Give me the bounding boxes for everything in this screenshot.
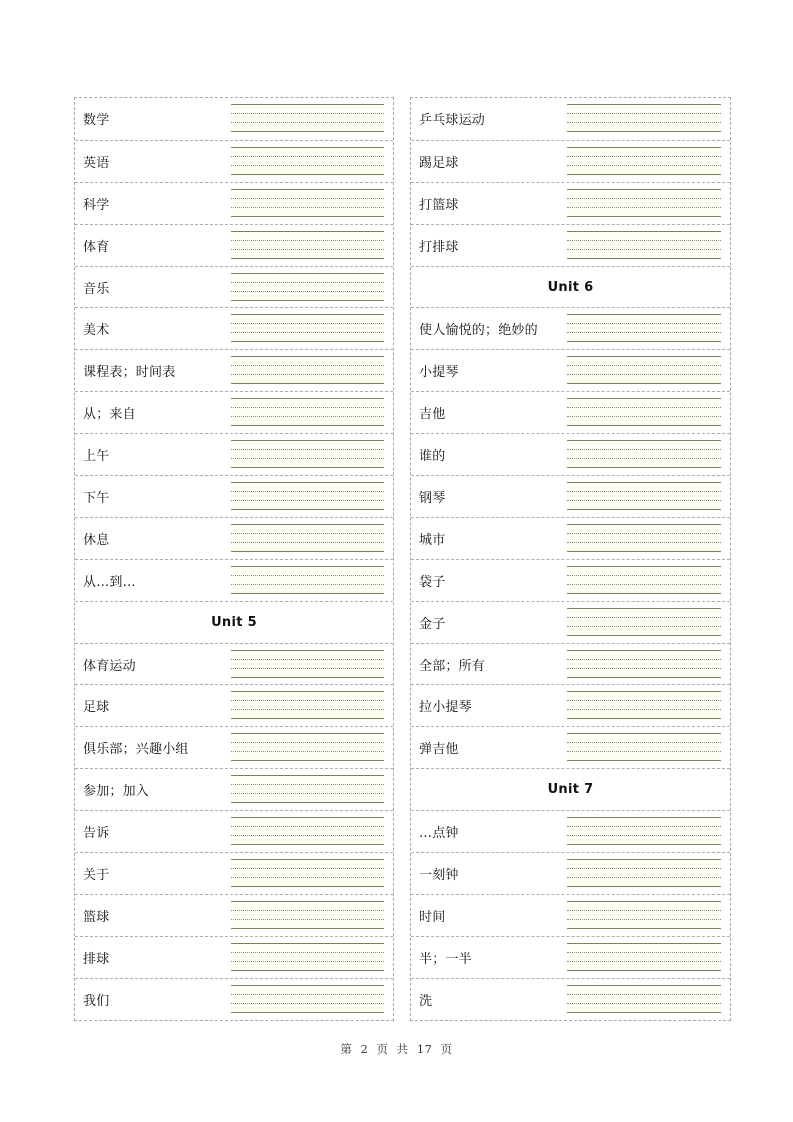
four-line-writing-field[interactable] bbox=[567, 189, 721, 217]
solid-guide-line bbox=[567, 677, 721, 678]
dotted-guide-line bbox=[567, 207, 721, 208]
dotted-guide-line bbox=[567, 709, 721, 710]
solid-guide-line bbox=[231, 593, 384, 594]
chinese-meaning-label: 音乐 bbox=[83, 281, 110, 297]
dotted-guide-line bbox=[231, 835, 384, 836]
dotted-guide-line bbox=[231, 575, 384, 576]
dotted-guide-line bbox=[567, 332, 721, 333]
dotted-guide-line bbox=[231, 961, 384, 962]
four-line-writing-field[interactable] bbox=[231, 356, 384, 384]
solid-guide-line bbox=[231, 147, 384, 148]
four-line-writing-field[interactable] bbox=[231, 566, 384, 594]
solid-guide-line bbox=[231, 551, 384, 552]
chinese-meaning-label: 踢足球 bbox=[419, 155, 459, 171]
chinese-meaning-label: 数学 bbox=[83, 113, 110, 129]
four-line-writing-field[interactable] bbox=[231, 524, 384, 552]
dotted-guide-line bbox=[567, 919, 721, 920]
solid-guide-line bbox=[567, 147, 721, 148]
solid-guide-line bbox=[567, 760, 721, 761]
solid-guide-line bbox=[231, 844, 384, 845]
vocabulary-row bbox=[75, 852, 393, 894]
vocabulary-row bbox=[75, 643, 393, 685]
dotted-guide-line bbox=[567, 835, 721, 836]
four-line-writing-field[interactable] bbox=[231, 901, 384, 929]
dotted-guide-line bbox=[231, 877, 384, 878]
solid-guide-line bbox=[231, 383, 384, 384]
dotted-guide-line bbox=[567, 156, 721, 157]
four-line-writing-field[interactable] bbox=[567, 901, 721, 929]
solid-guide-line bbox=[567, 593, 721, 594]
dotted-guide-line bbox=[231, 700, 384, 701]
dotted-guide-line bbox=[567, 407, 721, 408]
vocabulary-row bbox=[411, 810, 730, 852]
dotted-guide-line bbox=[231, 416, 384, 417]
dotted-guide-line bbox=[567, 868, 721, 869]
dotted-guide-line bbox=[567, 500, 721, 501]
solid-guide-line bbox=[231, 231, 384, 232]
solid-guide-line bbox=[567, 718, 721, 719]
dotted-guide-line bbox=[567, 198, 721, 199]
page-number-footer: 第 2 页 共 17 页 bbox=[340, 1042, 453, 1056]
four-line-writing-field[interactable] bbox=[567, 398, 721, 426]
solid-guide-line bbox=[231, 677, 384, 678]
four-line-writing-field[interactable] bbox=[567, 943, 721, 971]
dotted-guide-line bbox=[231, 458, 384, 459]
chinese-meaning-label: 洗 bbox=[419, 993, 433, 1009]
solid-guide-line bbox=[231, 300, 384, 301]
solid-guide-line bbox=[567, 314, 721, 315]
four-line-writing-field[interactable] bbox=[567, 691, 721, 719]
four-line-writing-field[interactable] bbox=[231, 314, 384, 342]
dotted-guide-line bbox=[231, 659, 384, 660]
dotted-guide-line bbox=[567, 249, 721, 250]
dotted-guide-line bbox=[231, 584, 384, 585]
four-line-writing-field[interactable] bbox=[231, 691, 384, 719]
chinese-meaning-label: 排球 bbox=[83, 951, 110, 967]
dotted-guide-line bbox=[567, 910, 721, 911]
dotted-guide-line bbox=[567, 458, 721, 459]
four-line-writing-field[interactable] bbox=[231, 733, 384, 761]
chinese-meaning-label: 谁的 bbox=[419, 449, 446, 465]
dotted-guide-line bbox=[567, 1003, 721, 1004]
vocabulary-row bbox=[75, 936, 393, 978]
vocabulary-row bbox=[75, 978, 393, 1020]
solid-guide-line bbox=[567, 566, 721, 567]
vocabulary-row bbox=[411, 349, 730, 391]
solid-guide-line bbox=[567, 551, 721, 552]
dotted-guide-line bbox=[231, 826, 384, 827]
four-line-writing-field[interactable] bbox=[567, 608, 721, 636]
chinese-meaning-label: …点钟 bbox=[419, 826, 459, 842]
chinese-meaning-label: 时间 bbox=[419, 909, 446, 925]
chinese-meaning-label: 袋子 bbox=[419, 574, 446, 590]
solid-guide-line bbox=[567, 733, 721, 734]
solid-guide-line bbox=[231, 273, 384, 274]
dotted-guide-line bbox=[567, 877, 721, 878]
solid-guide-line bbox=[567, 524, 721, 525]
four-line-writing-field[interactable] bbox=[231, 817, 384, 845]
four-line-writing-field[interactable] bbox=[567, 859, 721, 887]
solid-guide-line bbox=[231, 566, 384, 567]
solid-guide-line bbox=[567, 440, 721, 441]
vocabulary-row bbox=[75, 810, 393, 852]
dotted-guide-line bbox=[567, 323, 721, 324]
chinese-meaning-label: 足球 bbox=[83, 700, 110, 716]
dotted-guide-line bbox=[231, 282, 384, 283]
dotted-guide-line bbox=[231, 407, 384, 408]
chinese-meaning-label: 弹吉他 bbox=[419, 742, 459, 758]
unit-title: Unit 7 bbox=[547, 782, 594, 798]
dotted-guide-line bbox=[567, 575, 721, 576]
dotted-guide-line bbox=[231, 207, 384, 208]
vocabulary-row bbox=[411, 98, 730, 140]
unit-header-row bbox=[75, 601, 393, 643]
chinese-meaning-label: 拉小提琴 bbox=[419, 700, 472, 716]
solid-guide-line bbox=[231, 901, 384, 902]
four-line-writing-field[interactable] bbox=[567, 104, 721, 132]
dotted-guide-line bbox=[231, 240, 384, 241]
solid-guide-line bbox=[567, 383, 721, 384]
dotted-guide-line bbox=[231, 323, 384, 324]
solid-guide-line bbox=[567, 886, 721, 887]
dotted-guide-line bbox=[231, 751, 384, 752]
vocabulary-row bbox=[411, 391, 730, 433]
dotted-guide-line bbox=[567, 668, 721, 669]
chinese-meaning-label: 英语 bbox=[83, 155, 110, 171]
solid-guide-line bbox=[567, 928, 721, 929]
vocabulary-row bbox=[411, 475, 730, 517]
solid-guide-line bbox=[231, 943, 384, 944]
solid-guide-line bbox=[231, 817, 384, 818]
dotted-guide-line bbox=[231, 291, 384, 292]
solid-guide-line bbox=[567, 231, 721, 232]
four-line-writing-field[interactable] bbox=[567, 482, 721, 510]
chinese-meaning-label: 从…到… bbox=[83, 574, 136, 590]
dotted-guide-line bbox=[567, 491, 721, 492]
solid-guide-line bbox=[231, 970, 384, 971]
solid-guide-line bbox=[231, 802, 384, 803]
dotted-guide-line bbox=[567, 113, 721, 114]
four-line-writing-field[interactable] bbox=[567, 733, 721, 761]
four-line-writing-field[interactable] bbox=[567, 314, 721, 342]
solid-guide-line bbox=[567, 425, 721, 426]
solid-guide-line bbox=[231, 524, 384, 525]
dotted-guide-line bbox=[567, 626, 721, 627]
vocabulary-row bbox=[411, 601, 730, 643]
dotted-guide-line bbox=[567, 165, 721, 166]
dotted-guide-line bbox=[231, 910, 384, 911]
chinese-meaning-label: 从；来自 bbox=[83, 407, 136, 423]
dotted-guide-line bbox=[567, 240, 721, 241]
dotted-guide-line bbox=[231, 332, 384, 333]
solid-guide-line bbox=[567, 258, 721, 259]
dotted-guide-line bbox=[231, 919, 384, 920]
dotted-guide-line bbox=[231, 533, 384, 534]
solid-guide-line bbox=[567, 901, 721, 902]
chinese-meaning-label: 小提琴 bbox=[419, 365, 459, 381]
solid-guide-line bbox=[231, 104, 384, 105]
vocabulary-row bbox=[75, 559, 393, 601]
four-line-writing-field[interactable] bbox=[231, 482, 384, 510]
chinese-meaning-label: 城市 bbox=[419, 532, 446, 548]
solid-guide-line bbox=[567, 817, 721, 818]
solid-guide-line bbox=[231, 928, 384, 929]
dotted-guide-line bbox=[231, 1003, 384, 1004]
solid-guide-line bbox=[231, 467, 384, 468]
dotted-guide-line bbox=[567, 994, 721, 995]
chinese-meaning-label: 下午 bbox=[83, 490, 110, 506]
four-line-writing-field[interactable] bbox=[231, 231, 384, 259]
chinese-meaning-label: 俱乐部；兴趣小组 bbox=[83, 742, 189, 758]
solid-guide-line bbox=[567, 482, 721, 483]
vocabulary-row bbox=[75, 349, 393, 391]
solid-guide-line bbox=[567, 216, 721, 217]
solid-guide-line bbox=[567, 131, 721, 132]
dotted-guide-line bbox=[231, 374, 384, 375]
four-line-writing-field[interactable] bbox=[567, 147, 721, 175]
solid-guide-line bbox=[567, 174, 721, 175]
four-line-writing-field[interactable] bbox=[231, 147, 384, 175]
four-line-writing-field[interactable] bbox=[231, 273, 384, 301]
solid-guide-line bbox=[231, 398, 384, 399]
vocabulary-row bbox=[75, 894, 393, 936]
solid-guide-line bbox=[231, 1012, 384, 1013]
solid-guide-line bbox=[231, 482, 384, 483]
solid-guide-line bbox=[231, 174, 384, 175]
solid-guide-line bbox=[231, 985, 384, 986]
dotted-guide-line bbox=[231, 249, 384, 250]
dotted-guide-line bbox=[567, 542, 721, 543]
four-line-writing-field[interactable] bbox=[567, 231, 721, 259]
vocabulary-row bbox=[411, 307, 730, 349]
four-line-writing-field[interactable] bbox=[231, 440, 384, 468]
chinese-meaning-label: 上午 bbox=[83, 449, 110, 465]
vocabulary-row bbox=[411, 894, 730, 936]
dotted-guide-line bbox=[567, 584, 721, 585]
unit-title: Unit 5 bbox=[211, 614, 257, 630]
vocabulary-row bbox=[75, 182, 393, 224]
solid-guide-line bbox=[231, 650, 384, 651]
four-line-writing-field[interactable] bbox=[231, 859, 384, 887]
dotted-guide-line bbox=[231, 784, 384, 785]
solid-guide-line bbox=[231, 859, 384, 860]
solid-guide-line bbox=[567, 859, 721, 860]
solid-guide-line bbox=[567, 608, 721, 609]
solid-guide-line bbox=[567, 189, 721, 190]
four-line-writing-field[interactable] bbox=[231, 104, 384, 132]
vocabulary-row bbox=[75, 475, 393, 517]
dotted-guide-line bbox=[567, 742, 721, 743]
solid-guide-line bbox=[567, 970, 721, 971]
dotted-guide-line bbox=[231, 365, 384, 366]
vocabulary-row bbox=[75, 307, 393, 349]
four-line-writing-field[interactable] bbox=[567, 566, 721, 594]
chinese-meaning-label: 金子 bbox=[419, 616, 446, 632]
four-line-writing-field[interactable] bbox=[231, 189, 384, 217]
dotted-guide-line bbox=[567, 122, 721, 123]
dotted-guide-line bbox=[231, 165, 384, 166]
chinese-meaning-label: 钢琴 bbox=[419, 490, 446, 506]
dotted-guide-line bbox=[231, 868, 384, 869]
four-line-writing-field[interactable] bbox=[231, 943, 384, 971]
vocabulary-row bbox=[411, 726, 730, 768]
dotted-guide-line bbox=[231, 491, 384, 492]
dotted-guide-line bbox=[231, 113, 384, 114]
solid-guide-line bbox=[231, 509, 384, 510]
chinese-meaning-label: 全部；所有 bbox=[419, 658, 486, 674]
solid-guide-line bbox=[567, 650, 721, 651]
vocabulary-row bbox=[411, 684, 730, 726]
solid-guide-line bbox=[231, 425, 384, 426]
solid-guide-line bbox=[231, 356, 384, 357]
dotted-guide-line bbox=[231, 500, 384, 501]
four-line-writing-field[interactable] bbox=[231, 775, 384, 803]
dotted-guide-line bbox=[231, 156, 384, 157]
chinese-meaning-label: 课程表；时间表 bbox=[83, 365, 176, 381]
chinese-meaning-label: 打篮球 bbox=[419, 197, 459, 213]
dotted-guide-line bbox=[567, 751, 721, 752]
solid-guide-line bbox=[231, 718, 384, 719]
chinese-meaning-label: 参加；加入 bbox=[83, 784, 150, 800]
vocabulary-row bbox=[411, 559, 730, 601]
unit-header-row bbox=[411, 768, 730, 810]
dotted-guide-line bbox=[567, 617, 721, 618]
right-vocabulary-table bbox=[410, 97, 731, 1021]
dotted-guide-line bbox=[567, 365, 721, 366]
chinese-meaning-label: 打排球 bbox=[419, 239, 459, 255]
chinese-meaning-label: 我们 bbox=[83, 993, 110, 1009]
vocabulary-row bbox=[411, 224, 730, 266]
chinese-meaning-label: 使人愉悦的；绝妙的 bbox=[419, 323, 538, 339]
solid-guide-line bbox=[567, 844, 721, 845]
four-line-writing-field[interactable] bbox=[231, 985, 384, 1013]
solid-guide-line bbox=[231, 314, 384, 315]
solid-guide-line bbox=[567, 398, 721, 399]
four-line-writing-field[interactable] bbox=[567, 650, 721, 678]
chinese-meaning-label: 关于 bbox=[83, 867, 110, 883]
solid-guide-line bbox=[231, 440, 384, 441]
dotted-guide-line bbox=[231, 994, 384, 995]
dotted-guide-line bbox=[231, 122, 384, 123]
dotted-guide-line bbox=[231, 742, 384, 743]
chinese-meaning-label: 体育运动 bbox=[83, 658, 136, 674]
dotted-guide-line bbox=[231, 793, 384, 794]
solid-guide-line bbox=[231, 131, 384, 132]
chinese-meaning-label: 吉他 bbox=[419, 407, 446, 423]
vocabulary-row bbox=[75, 433, 393, 475]
vocabulary-row bbox=[411, 643, 730, 685]
vocabulary-row bbox=[75, 140, 393, 182]
vocabulary-row bbox=[75, 391, 393, 433]
solid-guide-line bbox=[567, 341, 721, 342]
four-line-writing-field[interactable] bbox=[567, 440, 721, 468]
vocabulary-row bbox=[411, 182, 730, 224]
vocabulary-row bbox=[411, 852, 730, 894]
solid-guide-line bbox=[567, 467, 721, 468]
chinese-meaning-label: 科学 bbox=[83, 197, 110, 213]
solid-guide-line bbox=[231, 258, 384, 259]
chinese-meaning-label: 美术 bbox=[83, 323, 110, 339]
solid-guide-line bbox=[231, 691, 384, 692]
vocabulary-row bbox=[75, 98, 393, 140]
solid-guide-line bbox=[231, 775, 384, 776]
solid-guide-line bbox=[231, 886, 384, 887]
dotted-guide-line bbox=[567, 952, 721, 953]
vocabulary-row bbox=[75, 768, 393, 810]
four-line-writing-field[interactable] bbox=[231, 650, 384, 678]
dotted-guide-line bbox=[567, 449, 721, 450]
solid-guide-line bbox=[567, 985, 721, 986]
vocabulary-row bbox=[75, 726, 393, 768]
vocabulary-row bbox=[411, 140, 730, 182]
chinese-meaning-label: 休息 bbox=[83, 532, 110, 548]
dotted-guide-line bbox=[567, 961, 721, 962]
solid-guide-line bbox=[231, 341, 384, 342]
dotted-guide-line bbox=[231, 542, 384, 543]
vocabulary-row bbox=[75, 684, 393, 726]
dotted-guide-line bbox=[231, 668, 384, 669]
left-vocabulary-table bbox=[74, 97, 394, 1021]
vocabulary-row bbox=[75, 224, 393, 266]
unit-title: Unit 6 bbox=[547, 279, 594, 295]
four-line-writing-field[interactable] bbox=[567, 356, 721, 384]
solid-guide-line bbox=[567, 509, 721, 510]
chinese-meaning-label: 体育 bbox=[83, 239, 110, 255]
chinese-meaning-label: 半；一半 bbox=[419, 951, 472, 967]
solid-guide-line bbox=[567, 691, 721, 692]
solid-guide-line bbox=[567, 356, 721, 357]
solid-guide-line bbox=[231, 733, 384, 734]
chinese-meaning-label: 告诉 bbox=[83, 826, 110, 842]
solid-guide-line bbox=[567, 635, 721, 636]
dotted-guide-line bbox=[567, 533, 721, 534]
dotted-guide-line bbox=[231, 952, 384, 953]
unit-header-row bbox=[411, 266, 730, 308]
chinese-meaning-label: 一刻钟 bbox=[419, 867, 459, 883]
dotted-guide-line bbox=[567, 700, 721, 701]
dotted-guide-line bbox=[567, 659, 721, 660]
solid-guide-line bbox=[567, 943, 721, 944]
four-line-writing-field[interactable] bbox=[567, 817, 721, 845]
dotted-guide-line bbox=[231, 449, 384, 450]
solid-guide-line bbox=[567, 1012, 721, 1013]
dotted-guide-line bbox=[231, 709, 384, 710]
four-line-writing-field[interactable] bbox=[567, 985, 721, 1013]
solid-guide-line bbox=[231, 760, 384, 761]
solid-guide-line bbox=[231, 189, 384, 190]
vocabulary-row bbox=[75, 517, 393, 559]
vocabulary-row bbox=[411, 978, 730, 1020]
solid-guide-line bbox=[231, 216, 384, 217]
chinese-meaning-label: 乒乓球运动 bbox=[419, 113, 486, 129]
dotted-guide-line bbox=[567, 826, 721, 827]
solid-guide-line bbox=[567, 104, 721, 105]
four-line-writing-field[interactable] bbox=[567, 524, 721, 552]
chinese-meaning-label: 篮球 bbox=[83, 909, 110, 925]
vocabulary-row bbox=[75, 266, 393, 308]
vocabulary-row bbox=[411, 936, 730, 978]
vocabulary-row bbox=[411, 433, 730, 475]
dotted-guide-line bbox=[567, 416, 721, 417]
dotted-guide-line bbox=[567, 374, 721, 375]
four-line-writing-field[interactable] bbox=[231, 398, 384, 426]
dotted-guide-line bbox=[231, 198, 384, 199]
vocabulary-row bbox=[411, 517, 730, 559]
